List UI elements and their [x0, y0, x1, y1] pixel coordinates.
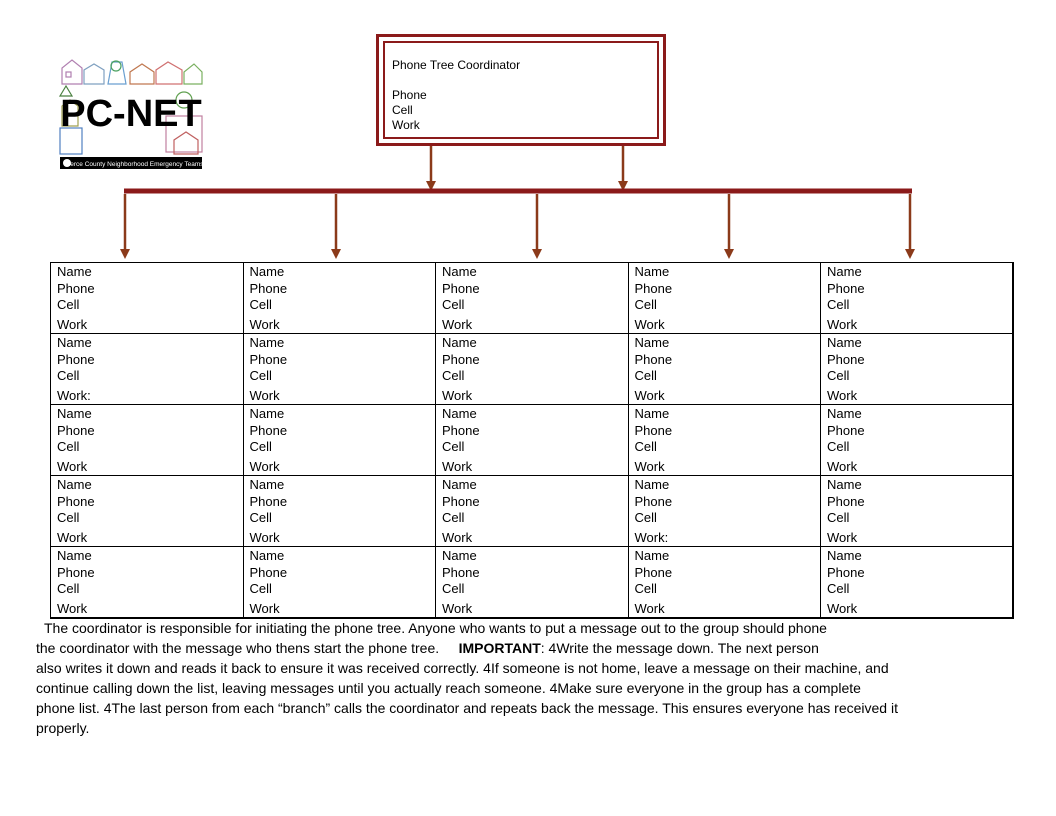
- contact-name-label: Name: [442, 548, 477, 563]
- contact-work-label: Work: [249, 458, 280, 474]
- contact-cell: [51, 476, 244, 547]
- instructions-line: [36, 638, 1036, 658]
- contact-cell-label: Cell: [57, 368, 80, 383]
- contact-name-label: Name: [634, 264, 670, 279]
- contact-cell: [628, 547, 821, 619]
- contact-work-label: Work: [249, 529, 280, 545]
- contact-cell-label: Cell: [57, 297, 80, 312]
- contact-cell-label: Cell: [634, 510, 657, 525]
- contact-cell: [821, 547, 1014, 619]
- contact-phone-label: Phone: [249, 493, 288, 509]
- contact-phone-label: Phone: [634, 280, 673, 296]
- contact-phone-label: Phone: [827, 493, 865, 509]
- contact-work-label: Work: [442, 529, 473, 545]
- contact-name-label: Name: [249, 406, 285, 421]
- contact-cell: [628, 476, 821, 547]
- contact-work-label: Work: [249, 387, 280, 403]
- grid-row: [51, 263, 1014, 334]
- contact-cell-label: Cell: [57, 510, 80, 525]
- contact-work-label: Work: [57, 316, 88, 332]
- instructions-line: properly.: [36, 720, 90, 736]
- coordinator-title: Phone Tree Coordinator: [392, 58, 521, 72]
- contact-cell: [436, 334, 629, 405]
- contact-phone-label: Phone: [57, 493, 95, 509]
- contact-phone-label: Phone: [249, 280, 288, 296]
- contact-cell: [51, 263, 244, 334]
- contact-name-label: Name: [442, 335, 477, 350]
- contact-cell: [628, 334, 821, 405]
- contact-cell-label: Cell: [827, 368, 850, 383]
- contact-name-label: Name: [634, 477, 670, 492]
- contact-work-label: Work: [249, 316, 280, 332]
- contact-phone-label: Phone: [634, 564, 673, 580]
- contact-cell-label: Cell: [249, 297, 272, 312]
- grid-row: [51, 476, 1014, 547]
- coordinator-phone-label: Phone: [392, 88, 427, 102]
- contact-cell-label: Cell: [249, 581, 272, 596]
- contact-cell: [243, 405, 436, 476]
- contact-work-label: Work: [827, 387, 858, 403]
- contact-work-label: Work: [634, 316, 665, 332]
- contact-cell-label: Cell: [249, 368, 272, 383]
- coordinator-work-label: Work: [392, 118, 420, 132]
- contact-cell-label: Cell: [57, 439, 80, 454]
- contact-phone-label: Phone: [57, 351, 95, 367]
- contact-cell: [243, 547, 436, 619]
- contact-cell: [436, 476, 629, 547]
- contact-work-label: Work: [634, 458, 665, 474]
- contact-name-label: Name: [634, 406, 670, 421]
- logo-subtitle: Pierce County Neighborhood Emergency Teams: [64, 161, 204, 168]
- contact-work-label: Work: [442, 316, 473, 332]
- contact-name-label: Name: [57, 548, 92, 563]
- contact-cell-label: Cell: [249, 510, 272, 525]
- contact-cell: [51, 547, 244, 619]
- contact-cell-label: Cell: [634, 581, 657, 596]
- grid-row: [51, 405, 1014, 476]
- contact-name-label: Name: [249, 335, 285, 350]
- contact-phone-label: Phone: [634, 493, 673, 509]
- contact-phone-label: Phone: [442, 422, 480, 438]
- contact-cell: [51, 334, 244, 405]
- grid-row: [51, 547, 1014, 619]
- contact-name-label: Name: [827, 335, 862, 350]
- contact-cell: [436, 547, 629, 619]
- contact-phone-label: Phone: [827, 280, 865, 296]
- contact-cell-label: Cell: [442, 297, 465, 312]
- contact-phone-label: Phone: [634, 422, 673, 438]
- contact-phone-label: Phone: [57, 280, 95, 296]
- instructions-line: also writes it down and reads it back to ensure it was received correctly. 4If someone is not home, leave a message on their machine, and: [36, 660, 889, 676]
- contact-phone-label: Phone: [634, 351, 673, 367]
- instructions-line: continue calling down the list, leaving messages until you actually reach someone. 4Make sure everyone in the group has a complete: [36, 680, 861, 696]
- contact-phone-label: Phone: [827, 422, 865, 438]
- contact-cell-label: Cell: [634, 297, 657, 312]
- contact-name-label: Name: [249, 548, 285, 563]
- contact-work-label: Work: [634, 600, 665, 616]
- contact-cell-label: Cell: [442, 368, 465, 383]
- contact-phone-label: Phone: [249, 422, 288, 438]
- contact-name-label: Name: [442, 406, 477, 421]
- contact-name-label: Name: [827, 406, 862, 421]
- contact-cell: [628, 405, 821, 476]
- instructions-segment: the coordinator with the message who thens start the phone tree.: [36, 640, 440, 656]
- contact-name-label: Name: [827, 477, 862, 492]
- contact-phone-label: Phone: [249, 351, 288, 367]
- instructions: [36, 618, 1036, 738]
- contact-cell: [243, 263, 436, 334]
- contact-cell-label: Cell: [827, 510, 850, 525]
- contact-work-label: Work: [442, 458, 473, 474]
- contact-cell: [821, 263, 1014, 334]
- contact-phone-label: Phone: [442, 564, 480, 580]
- contact-cell-label: Cell: [249, 439, 272, 454]
- contact-cell: [51, 405, 244, 476]
- contact-work-label: Work: [827, 529, 858, 545]
- contact-phone-label: Phone: [442, 280, 480, 296]
- logo-title: PC-NET: [60, 93, 202, 135]
- contact-phone-label: Phone: [827, 564, 865, 580]
- contact-work-label: Work: [827, 600, 858, 616]
- instructions-line: phone list. 4The last person from each “branch” calls the coordinator and repeats back the message. This ensures everyone has received it: [36, 700, 898, 716]
- grid-row: [51, 334, 1014, 405]
- contact-cell: [821, 334, 1014, 405]
- contact-cell: [436, 405, 629, 476]
- contact-name-label: Name: [442, 264, 477, 279]
- contact-cell: [628, 263, 821, 334]
- contact-phone-label: Phone: [57, 422, 95, 438]
- contact-name-label: Name: [249, 477, 285, 492]
- contact-phone-label: Phone: [442, 493, 480, 509]
- contact-cell-label: Cell: [634, 368, 657, 383]
- contact-work-label: Work: [442, 387, 473, 403]
- contact-cell-label: Cell: [634, 439, 657, 454]
- contact-cell-label: Cell: [57, 581, 80, 596]
- contact-name-label: Name: [57, 406, 92, 421]
- contact-name-label: Name: [634, 548, 670, 563]
- contact-work-label: Work: [57, 529, 88, 545]
- contact-work-label: Work: [249, 600, 280, 616]
- important-label: IMPORTANT: [458, 640, 541, 656]
- contact-cell-label: Cell: [827, 439, 850, 454]
- contact-name-label: Name: [827, 548, 862, 563]
- contact-work-label: Work: [827, 458, 858, 474]
- contact-name-label: Name: [57, 477, 92, 492]
- contact-phone-label: Phone: [827, 351, 865, 367]
- contact-name-label: Name: [249, 264, 285, 279]
- contact-work-label: Work: [57, 458, 88, 474]
- contact-cell: [821, 476, 1014, 547]
- contact-cell: [436, 263, 629, 334]
- contact-grid: [50, 262, 1014, 619]
- contact-cell: [821, 405, 1014, 476]
- contact-work-label: Work: [442, 600, 473, 616]
- contact-cell-label: Cell: [827, 297, 850, 312]
- coordinator-cell-label: Cell: [392, 103, 413, 117]
- contact-cell-label: Cell: [442, 581, 465, 596]
- contact-cell: [243, 334, 436, 405]
- contact-work-label: Work: [827, 316, 858, 332]
- contact-name-label: Name: [442, 477, 477, 492]
- contact-phone-label: Phone: [442, 351, 480, 367]
- contact-work-label: Work: [57, 600, 88, 616]
- contact-cell-label: Cell: [827, 581, 850, 596]
- contact-name-label: Name: [634, 335, 670, 350]
- contact-name-label: Name: [827, 264, 862, 279]
- contact-name-label: Name: [57, 264, 92, 279]
- contact-cell-label: Cell: [442, 510, 465, 525]
- instructions-segment: : 4Write the message down. The next person: [540, 640, 819, 656]
- contact-phone-label: Phone: [57, 564, 95, 580]
- contact-phone-label: Phone: [249, 564, 288, 580]
- contact-cell-label: Cell: [442, 439, 465, 454]
- contact-name-label: Name: [57, 335, 92, 350]
- contact-work-label: Work: [634, 387, 665, 403]
- contact-work-label: Work:: [57, 387, 91, 403]
- contact-work-label: Work:: [634, 529, 669, 545]
- tree-connectors: [0, 0, 1056, 270]
- instructions-line: The coordinator is responsible for initiating the phone tree. Anyone who wants to put a message out to the group should phone: [44, 620, 827, 636]
- contact-cell: [243, 476, 436, 547]
